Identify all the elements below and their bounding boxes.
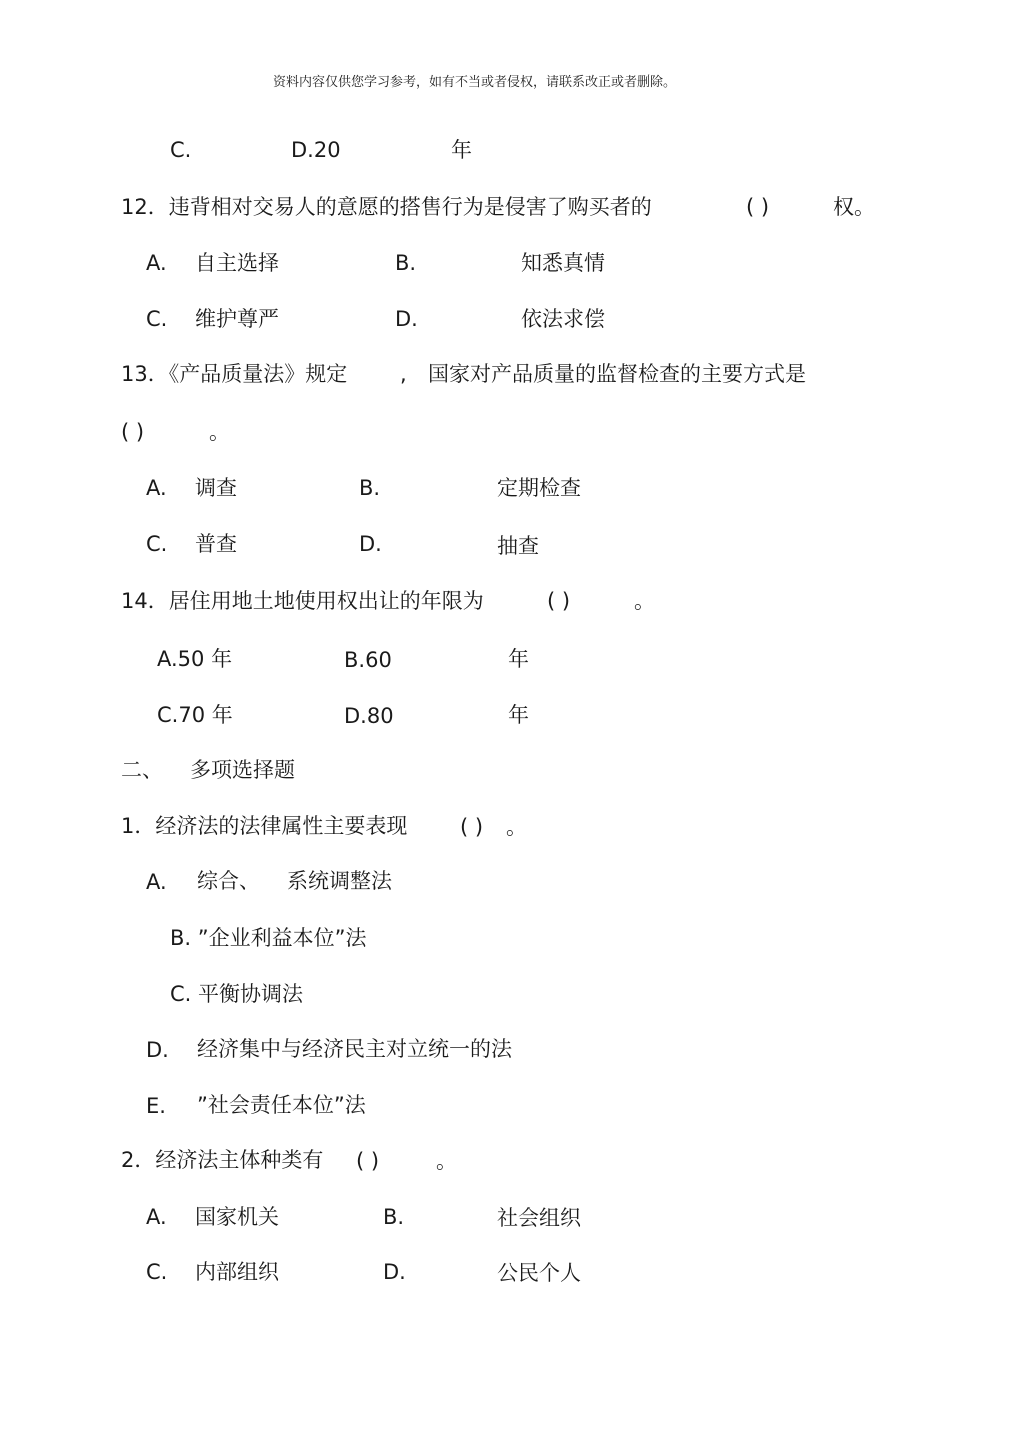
m1-option-b: B. ”企业利益本位”法	[170, 926, 367, 950]
m1-option-a-text-part2: 系统调整法	[287, 869, 392, 893]
q12-option-a-text: 自主选择	[195, 251, 279, 275]
m2-stem: 2．经济法主体种类有	[121, 1148, 324, 1172]
q13-option-d-letter: D.	[359, 532, 382, 556]
q13-option-d-text: 抽查	[497, 534, 539, 558]
page-header-disclaimer: 资料内容仅供您学习参考，如有不当或者侵权，请联系改正或者删除。	[273, 75, 677, 90]
q13-option-c-text: 普查	[195, 532, 237, 556]
m1-option-d-letter: D.	[146, 1038, 169, 1062]
q12-stem-tail: 权。	[833, 195, 875, 219]
q13-stem-part2: 国家对产品质量的监督检查的主要方式是	[428, 362, 806, 386]
m1-stem-tail: 。	[506, 815, 527, 839]
q14-stem-tail: 。	[634, 589, 655, 613]
q14-option-a: A.50 年	[157, 647, 233, 671]
q13-answer-blank: ( )	[121, 420, 145, 444]
q11-option-d-suffix: 年	[451, 138, 472, 162]
q12-option-b-text: 知悉真情	[521, 251, 605, 275]
q14-option-b-suffix: 年	[508, 647, 529, 671]
q14-option-c: C.70 年	[157, 703, 233, 727]
q13-option-a-letter: A.	[146, 476, 167, 500]
m1-option-e-text: ”社会责任本位”法	[197, 1093, 366, 1117]
q12-option-c-text: 维护尊严	[195, 307, 279, 331]
m2-option-a-letter: A.	[146, 1205, 167, 1229]
m2-option-b-text: 社会组织	[497, 1206, 581, 1230]
m2-option-a-text: 国家机关	[195, 1205, 279, 1229]
q13-option-c-letter: C.	[146, 532, 168, 556]
m2-option-d-letter: D.	[383, 1260, 406, 1284]
q12-option-c-letter: C.	[146, 307, 168, 331]
q11-option-c-letter: C.	[170, 138, 192, 162]
section-number: 二、	[121, 758, 163, 782]
q13-option-b-letter: B.	[359, 476, 381, 500]
m2-option-d-text: 公民个人	[497, 1261, 581, 1285]
q12-option-d-letter: D.	[395, 307, 418, 331]
q13-stem-comma: ,	[400, 362, 407, 386]
m1-option-a-text-part1: 综合、	[197, 869, 260, 893]
section-title: 多项选择题	[190, 758, 295, 782]
m1-option-a-letter: A.	[146, 870, 167, 894]
q13-stem-tail: 。	[209, 420, 230, 444]
m1-option-c: C. 平衡协调法	[170, 982, 304, 1006]
q12-option-a-letter: A.	[146, 251, 167, 275]
q12-option-d-text: 依法求偿	[521, 307, 605, 331]
q14-stem: 14．居住用地土地使用权出让的年限为	[121, 589, 484, 613]
q12-answer-blank: ( )	[746, 195, 770, 219]
m2-stem-tail: 。	[436, 1149, 457, 1173]
q14-option-b: B.60	[344, 648, 392, 672]
q12-option-b-letter: B.	[395, 251, 417, 275]
m2-option-c-letter: C.	[146, 1260, 168, 1284]
m1-option-d-text: 经济集中与经济民主对立统一的法	[197, 1037, 512, 1061]
m2-option-c-text: 内部组织	[195, 1260, 279, 1284]
m1-answer-blank: ( )	[460, 815, 484, 839]
q14-option-d-suffix: 年	[508, 703, 529, 727]
q13-option-b-text: 定期检查	[497, 476, 581, 500]
m2-option-b-letter: B.	[383, 1205, 405, 1229]
m1-stem: 1．经济法的法律属性主要表现	[121, 814, 408, 838]
q13-stem-part1: 13．《产品质量法》规定	[121, 362, 348, 386]
m1-option-e-letter: E.	[146, 1094, 166, 1118]
q12-stem: 12．违背相对交易人的意愿的搭售行为是侵害了购买者的	[121, 195, 652, 219]
q14-answer-blank: ( )	[547, 589, 571, 613]
q14-option-d: D.80	[344, 704, 394, 728]
m2-answer-blank: ( )	[356, 1149, 380, 1173]
q13-option-a-text: 调查	[195, 476, 237, 500]
q11-option-d: D.20	[291, 138, 341, 162]
